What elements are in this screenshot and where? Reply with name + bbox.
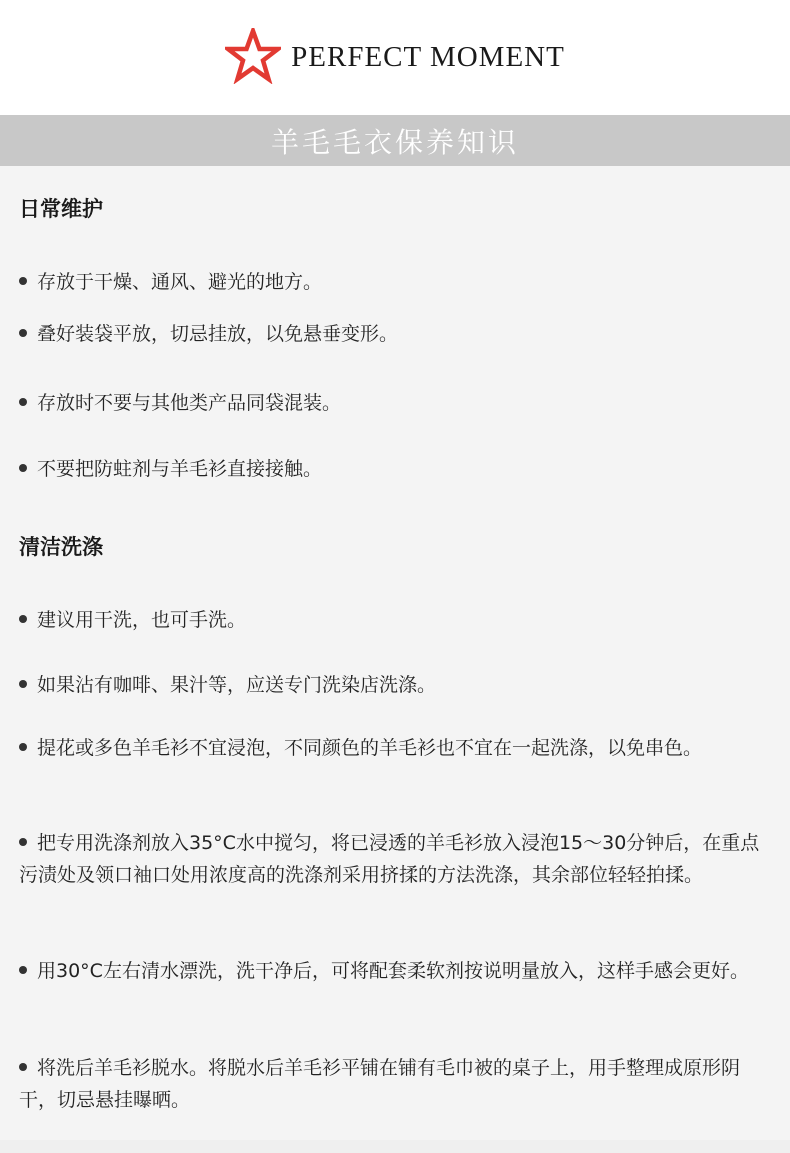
title-banner — [0, 115, 790, 166]
bullet-icon — [19, 743, 27, 751]
list-item: 存放于干燥、通风、避光的地方。 — [19, 266, 322, 298]
list-item: 不要把防蛀剂与羊毛衫直接接触。 — [19, 453, 322, 485]
bullet-icon — [19, 398, 27, 406]
list-item: 提花或多色羊毛衫不宜浸泡，不同颜色的羊毛衫也不宜在一起洗涤，以免串色。 — [19, 732, 777, 764]
bullet-icon — [19, 329, 27, 337]
list-item: 如果沾有咖啡、果汁等，应送专门洗染店洗涤。 — [19, 669, 771, 701]
section-title: 清洁洗涤 — [19, 535, 103, 559]
bullet-icon — [19, 680, 27, 688]
list-item: 用30°C左右清水漂洗，洗干净后，可将配套柔软剂按说明量放入，这样手感会更好。 — [19, 955, 777, 987]
bullet-icon — [19, 615, 27, 623]
brand-name: PERFECT MOMENT — [291, 41, 565, 73]
bullet-icon — [19, 966, 27, 974]
page-title: 羊毛毛衣保养知识 — [270, 125, 519, 159]
bullet-icon — [19, 277, 27, 285]
bullet-icon — [19, 838, 27, 846]
bullet-icon — [19, 464, 27, 472]
footer-divider — [0, 1140, 790, 1153]
brand-logo[interactable] — [225, 28, 565, 88]
bullet-icon — [19, 1063, 27, 1071]
list-item: 把专用洗涤剂放入35°C水中搅匀，将已浸透的羊毛衫放入浸泡15～30分钟后，在重点污渍处及领口袖口处用浓度高的洗涤剂采用挤揉的方法洗涤，其余部位轻轻拍揉。 — [19, 832, 760, 886]
section-title: 日常维护 — [19, 197, 103, 221]
header — [0, 0, 790, 115]
list-item: 叠好装袋平放，切忌挂放，以免悬垂变形。 — [19, 318, 398, 350]
list-item: 存放时不要与其他类产品同袋混装。 — [19, 387, 341, 419]
list-item: 将洗后羊毛衫脱水。将脱水后羊毛衫平铺在铺有毛巾被的桌子上，用手整理成原形阴干，切忌悬挂曝晒。 — [19, 1057, 741, 1111]
list-item: 建议用干洗，也可手洗。 — [19, 604, 771, 636]
star-logo-icon — [225, 28, 291, 88]
